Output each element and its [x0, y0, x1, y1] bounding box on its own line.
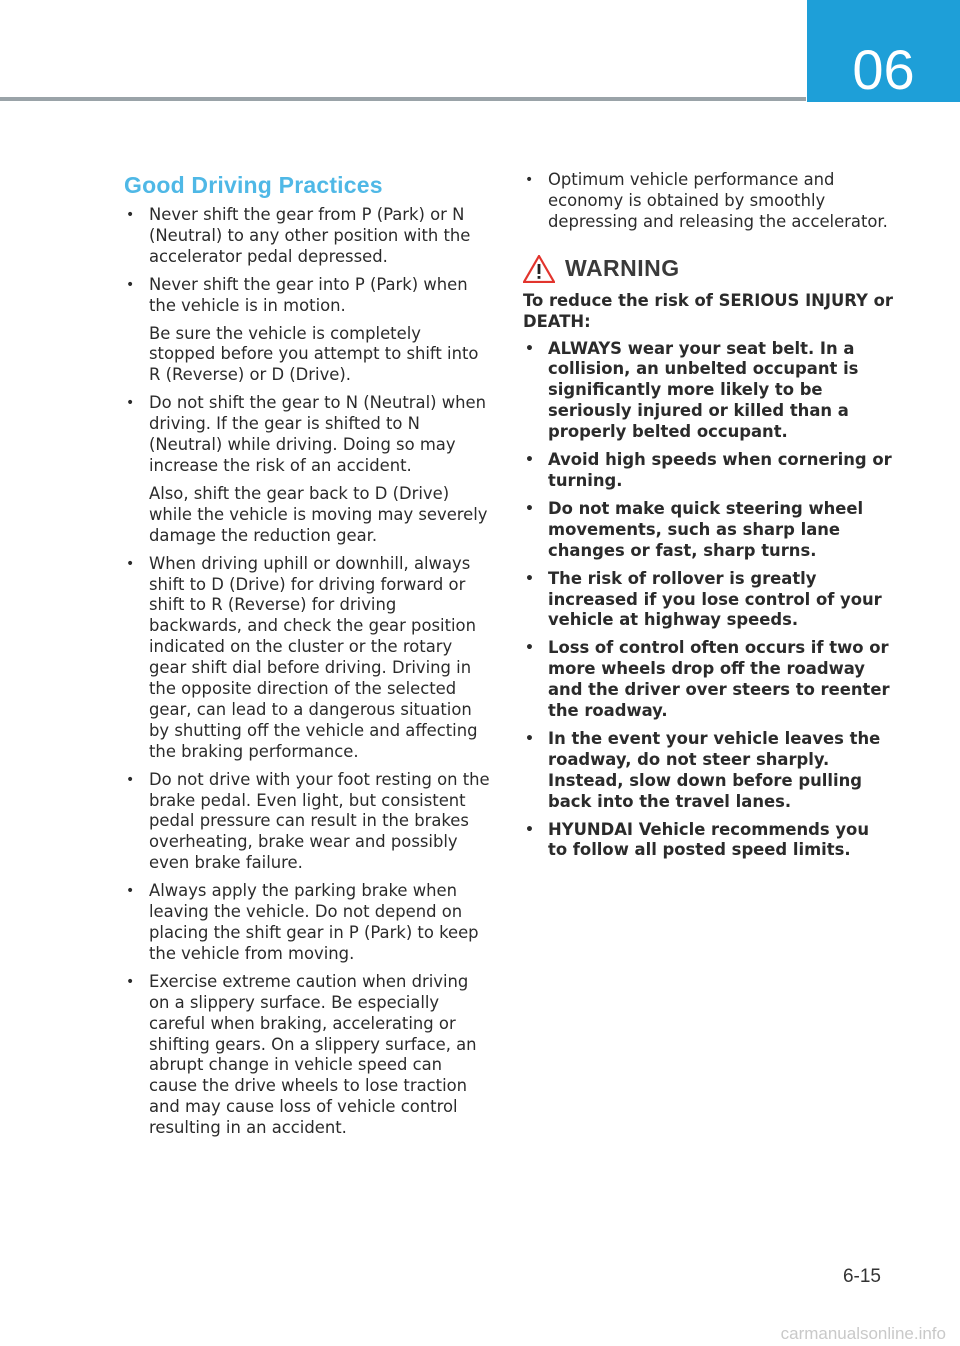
bullet-mark: • — [525, 172, 534, 188]
list-item-text: Never shift the gear from P (Park) or N (Neutral) to any other position with the accelerator pedal depressed. — [149, 205, 471, 266]
bullet-mark: • — [525, 452, 534, 469]
bullet-mark: • — [525, 821, 534, 838]
list-item — [124, 205, 490, 268]
watermark: carmanualsonline.info — [780, 1324, 946, 1343]
list-item-text: Do not shift the gear to N (Neutral) when driving. If the gear is shifted to N (Neutral) while driving. Doing so may increase the risk of an accident. — [149, 393, 487, 475]
practices-list-continued — [523, 170, 893, 233]
bullet-mark: • — [126, 883, 135, 900]
warning-item — [523, 499, 893, 562]
bullet-mark: • — [126, 771, 135, 788]
bullet-mark: • — [525, 640, 534, 657]
warning-item — [523, 569, 893, 632]
list-item-text: Do not drive with your foot resting on the brake pedal. Even light, but consistent pedal pressure can result in the brakes overheating, brake wear and possibly even brake failure. — [149, 769, 490, 873]
chapter-tab — [807, 0, 960, 102]
warning-item — [523, 450, 893, 492]
warning-item-text: In the event your vehicle leaves the roadway, do not steer sharply. Instead, slow down before pulling back into the travel lanes. — [548, 728, 881, 811]
bullet-mark: • — [525, 730, 534, 747]
list-item — [124, 881, 490, 965]
warning-item-text: ALWAYS wear your seat belt. In a collision, an unbelted occupant is significantly more likely to be seriously injured or killed than a properly belted occupant. — [548, 338, 859, 442]
list-item — [124, 770, 490, 875]
warning-triangle-icon — [523, 255, 555, 283]
list-item — [124, 554, 490, 763]
list-item-text: When driving uphill or downhill, always shift to D (Drive) for driving forward or shift to R (Reverse) for driving backwards, and check the gear position indicated on the cluster or the rotary gear shift dial before driving. Driving in the opposite direction of the selected gear, can lead to a dangerous situation by shutting off the vehicle and affecting the braking performance. — [149, 553, 478, 761]
list-item — [124, 393, 490, 546]
warning-item-text: Do not make quick steering wheel movements, such as sharp lane changes or fast, sharp turns. — [548, 498, 864, 560]
warning-label: WARNING — [565, 255, 680, 282]
list-item — [523, 170, 893, 233]
right-column — [523, 170, 893, 868]
warning-item-text: Loss of control often occurs if two or more wheels drop off the roadway and the driver over steers to reenter the roadway. — [548, 638, 890, 721]
practices-list — [124, 205, 490, 1139]
bullet-mark: • — [126, 276, 135, 293]
list-item-continuation: Also, shift the gear back to D (Drive) while the vehicle is moving may severely damage the reduction gear. — [149, 483, 488, 545]
bullet-mark: • — [126, 555, 135, 572]
left-column — [124, 170, 490, 1146]
chapter-number: 06 — [852, 38, 915, 101]
warning-item-text: The risk of rollover is greatly increased if you lose control of your vehicle at highway speeds. — [548, 568, 882, 630]
warning-item — [523, 820, 893, 862]
bullet-mark: • — [525, 570, 534, 587]
warning-item — [523, 339, 893, 444]
bullet-mark: • — [126, 207, 135, 223]
list-item-text: Optimum vehicle performance and economy is obtained by smoothly depressing and releasing the accelerator. — [548, 170, 888, 231]
bullet-mark: • — [525, 340, 534, 357]
warning-item-text: HYUNDAI Vehicle recommends you to follow all posted speed limits. — [548, 819, 869, 860]
warning-list — [523, 339, 893, 862]
header-rule — [0, 97, 806, 101]
bullet-mark: • — [126, 973, 135, 990]
list-item-continuation: Be sure the vehicle is completely stopped before you attempt to shift into R (Reverse) or D (Drive). — [149, 323, 479, 385]
warning-item-text: Avoid high speeds when cornering or turning. — [548, 450, 892, 490]
warning-item — [523, 729, 893, 813]
section-title: Good Driving Practices — [124, 172, 383, 198]
warning-lead: To reduce the risk of SERIOUS INJURY or DEATH: — [523, 290, 893, 331]
warning-item — [523, 638, 893, 722]
bullet-mark: • — [525, 500, 534, 517]
bullet-mark: • — [126, 395, 135, 412]
list-item-text: Never shift the gear into P (Park) when the vehicle is in motion. — [149, 274, 468, 315]
warning-header — [523, 255, 893, 283]
page-number: 6-15 — [842, 1266, 881, 1287]
list-item-text: Always apply the parking brake when leaving the vehicle. Do not depend on placing the shift gear in P (Park) to keep the vehicle from moving. — [149, 881, 479, 963]
list-item-text: Exercise extreme caution when driving on a slippery surface. Be especially careful when braking, accelerating or shifting gears. On a slippery surface, an abrupt change in vehicle speed can cause the drive wheels to lose traction and may cause loss of vehicle control resulting in an accident. — [149, 971, 477, 1138]
list-item — [124, 972, 490, 1139]
list-item — [124, 275, 490, 387]
